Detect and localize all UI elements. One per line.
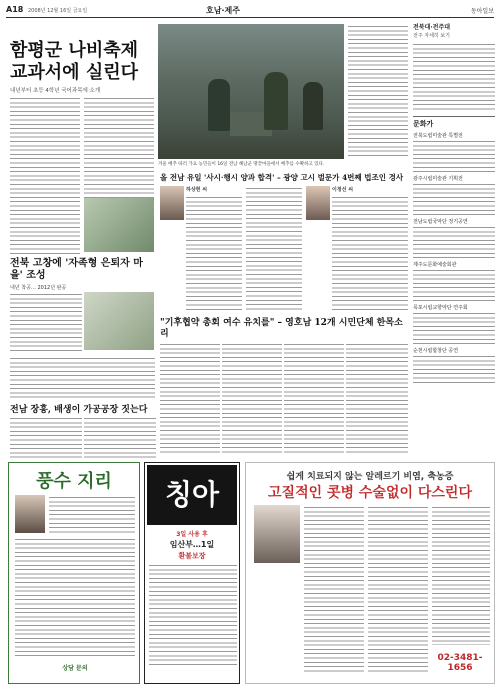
right-item-text xyxy=(413,354,495,384)
middle-body-2 xyxy=(246,186,302,311)
feng-shui-text-2 xyxy=(15,537,135,657)
lead-body-text-2 xyxy=(84,96,154,198)
right-item: 광주시립미술관 기획전 xyxy=(413,176,463,182)
lead-small-photo xyxy=(84,198,154,252)
second-body-text xyxy=(10,292,82,354)
hospital-text-1 xyxy=(304,505,364,673)
jb-title: 칭아 xyxy=(147,465,237,525)
lower-mid-body-4 xyxy=(346,342,408,456)
jb-line2: 임산부…1일 xyxy=(169,540,215,549)
person1-name: 하상현 씨 xyxy=(186,187,208,193)
farmer-figure xyxy=(303,82,323,130)
right-top-text xyxy=(413,42,495,112)
lower-mid-body-1 xyxy=(160,342,220,456)
feng-shui-line: 상담 문의 xyxy=(62,665,88,672)
feng-shui-title: 풍수 지리 xyxy=(36,471,112,492)
jb-text xyxy=(149,563,237,667)
hospital-title-2: 고질적인 콧병 수술없이 다스린다 xyxy=(268,485,472,501)
jb-line1: 3일 사용 후 xyxy=(176,531,208,538)
farmer-figure xyxy=(208,79,230,131)
lower-mid-body-2 xyxy=(222,342,282,456)
photo-caption: 겨울 배추 따러 가요 농민들이 16일 전남 해남군 땅끝마을에서 배추를 수확하고 있다. xyxy=(158,162,325,167)
page-number: A18 xyxy=(6,5,24,14)
jb-line3: 환불보장 xyxy=(178,552,206,560)
farm-photo xyxy=(158,24,344,159)
person2-name: 이정선 씨 xyxy=(332,187,354,193)
right-item-text xyxy=(413,311,495,345)
third-headline: 전남 장흥, 배생이 가공공장 짓는다 xyxy=(10,405,148,415)
lead-subtitle: 내년부터 초등 4학년 국어과목에 소개 xyxy=(10,88,101,94)
hospital-ad xyxy=(245,462,495,684)
middle-headline: 올 전남 유일 '사시·행시 양과 합격' – 광양 고시 벌문가 4번째 법조인 경사 xyxy=(160,173,404,182)
person1-photo xyxy=(160,186,184,220)
lead-headline: 함평군 나비축제 교과서에 실린다 xyxy=(10,40,138,83)
right-column xyxy=(413,22,495,384)
second-subtitle: 내년 착공… 2012년 완공 xyxy=(10,285,67,291)
feng-shui-photo xyxy=(15,495,45,533)
right-top-sub: 전주 자세히 보기 xyxy=(413,33,450,39)
jb-ad xyxy=(144,462,240,684)
person2-photo xyxy=(306,186,330,220)
section-name: 호남·제주 xyxy=(206,6,240,15)
right-item-text xyxy=(413,225,495,259)
right-item: 전북도립미술관 특별전 xyxy=(413,133,463,139)
farmer-figure xyxy=(264,72,288,130)
second-photo xyxy=(84,292,154,350)
middle-body-1 xyxy=(186,195,242,311)
hospital-text-2 xyxy=(368,505,428,673)
right-item: 목포시립교향악단 연주회 xyxy=(413,305,468,311)
right-item-text xyxy=(413,182,495,216)
hospital-title-1: 쉽게 치료되지 않는 알레르기 비염, 축농증 xyxy=(286,472,454,482)
issue-date: 2008년 12월 16일 금요일 xyxy=(28,8,88,14)
hospital-text-3 xyxy=(432,505,490,645)
right-item: 전남도립국악단 정기공연 xyxy=(413,219,468,225)
feng-shui-text xyxy=(49,495,135,533)
third-body-text xyxy=(10,416,82,458)
paper-name: 동아일보 xyxy=(470,8,494,15)
right-top-title: 전북대·전주대 xyxy=(413,24,451,31)
lower-mid-headline: "기후협약 총회 여수 유치를" – 영호남 12개 시민단체 한목소리 xyxy=(160,318,403,339)
second-body-text-2 xyxy=(10,356,155,400)
lower-mid-body-3 xyxy=(284,342,344,456)
lead-body-text xyxy=(10,96,80,254)
middle-body-3 xyxy=(332,195,408,311)
doctor-photo xyxy=(254,505,300,563)
hospital-phone: 02-3481-1656 xyxy=(437,653,483,673)
third-body-text-2 xyxy=(84,416,156,458)
right-item-text xyxy=(413,268,495,302)
second-headline: 전북 고창에 '자족형 은퇴자 마을' 조성 xyxy=(10,258,143,281)
page-header xyxy=(6,4,494,18)
right-item: 순천시립합창단 공연 xyxy=(413,348,459,354)
caption-text xyxy=(348,24,408,159)
right-item: 제주도문화예술회관 xyxy=(413,262,457,268)
right-item-text xyxy=(413,139,495,173)
right-notice-label: 문화가 xyxy=(413,116,495,129)
feng-shui-ad xyxy=(8,462,140,684)
